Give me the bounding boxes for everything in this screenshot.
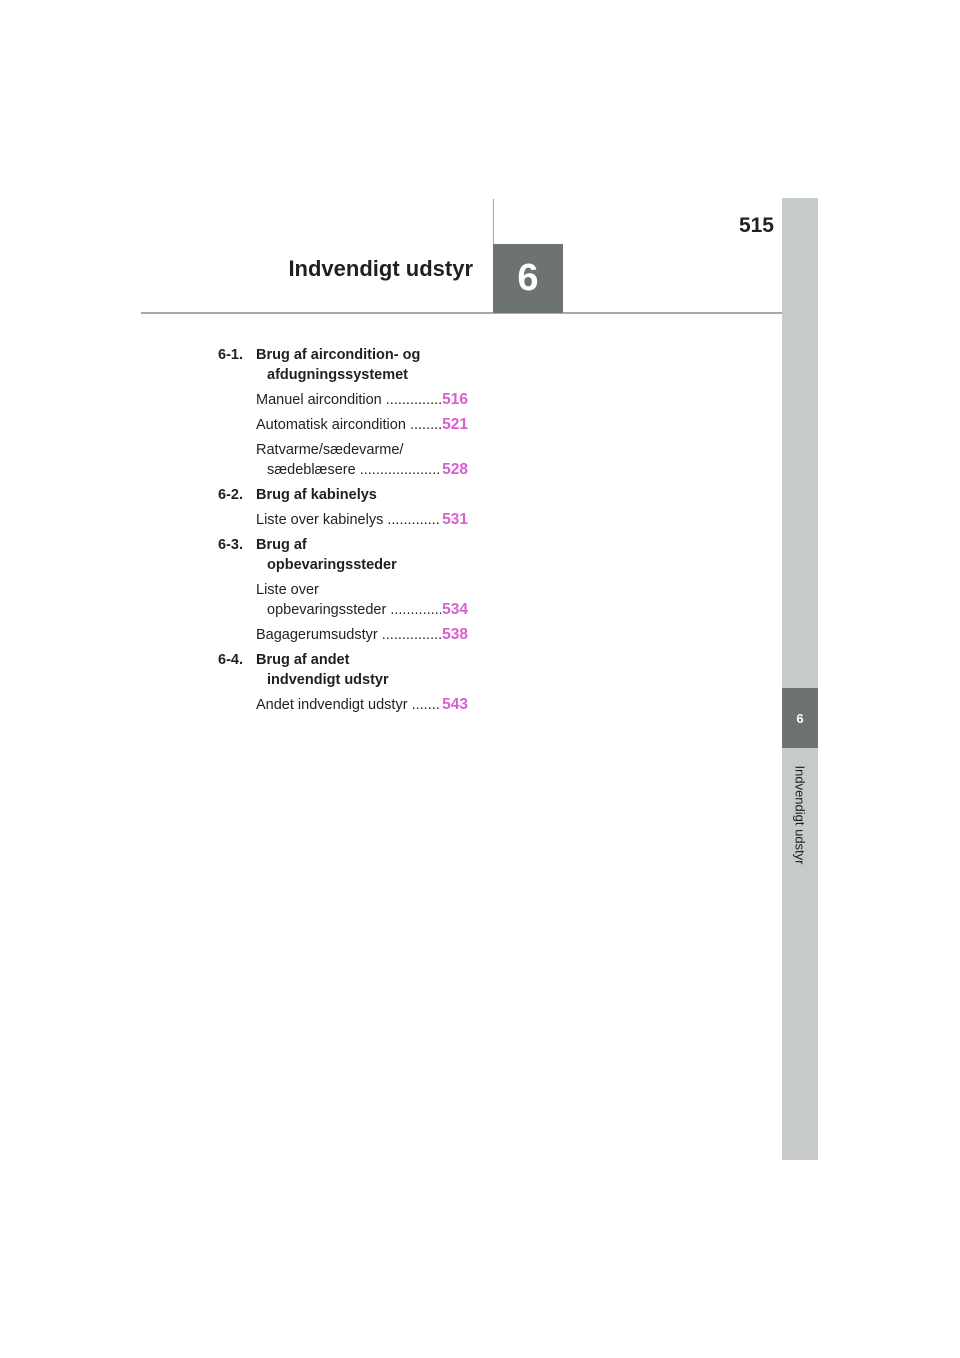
toc-entry-link[interactable]	[256, 440, 468, 480]
toc-section-heading[interactable]	[218, 650, 468, 690]
entry-title: Ratvarme/sædevarme/	[256, 442, 404, 458]
section-title: Brug af andet indvendigt udstyr	[256, 652, 389, 688]
entry-page-link[interactable]: 516	[442, 391, 468, 408]
entry-page-link[interactable]: 531	[442, 511, 468, 528]
toc-entry-link[interactable]	[256, 510, 468, 530]
toc-section-heading[interactable]	[218, 535, 468, 575]
section-number: 6-2.	[218, 487, 243, 503]
side-tab-number: 6	[796, 710, 804, 726]
section-number: 6-4.	[218, 652, 243, 668]
entry-page-link[interactable]: 528	[442, 461, 468, 478]
side-tab-active[interactable]	[782, 688, 818, 748]
section-title: Brug af kabinelys	[256, 487, 377, 503]
entry-page-link[interactable]: 521	[442, 416, 468, 433]
toc-entry-link[interactable]	[256, 625, 468, 645]
chapter-number: 6	[517, 257, 539, 299]
toc-entry-link[interactable]	[256, 415, 468, 435]
entry-title: Manuel aircondition .....	[256, 392, 441, 408]
entry-page-link[interactable]: 538	[442, 626, 468, 643]
toc-entry-link[interactable]	[256, 390, 468, 410]
header-divider-vertical	[493, 199, 494, 245]
toc-entry-link[interactable]	[256, 580, 468, 620]
entry-page-link[interactable]: 534	[442, 601, 468, 618]
side-tab-label: Indvendigt udstyr	[792, 765, 808, 865]
chapter-title: Indvendigt udstyr	[288, 256, 473, 281]
section-number: 6-1.	[218, 347, 243, 363]
entry-title: Andet indvendigt udstyr .....	[256, 697, 441, 713]
entry-title-line2: opbevaringssteder .....	[267, 602, 441, 618]
entry-title: Bagagerumsudstyr .....	[256, 627, 441, 643]
section-number: 6-3.	[218, 537, 243, 553]
toc-entry-link[interactable]	[256, 695, 468, 715]
header-divider-horizontal	[141, 312, 782, 314]
entry-title: Automatisk aircondition .....	[256, 417, 441, 433]
entry-title: Liste over kabinelys .....	[256, 512, 441, 528]
entry-page-link[interactable]: 543	[442, 696, 468, 713]
entry-title: Liste over	[256, 582, 319, 598]
section-title: Brug af aircondition- og afdugningssystemet	[256, 347, 421, 383]
entry-title-line2: sædeblæsere .....	[267, 462, 441, 478]
toc-section-heading[interactable]	[218, 485, 468, 505]
toc-section-heading[interactable]	[218, 345, 468, 385]
table-of-contents	[218, 345, 468, 720]
section-title: Brug af opbevaringssteder	[256, 537, 397, 573]
page-number: 515	[738, 214, 774, 237]
chapter-number-box	[493, 244, 563, 313]
side-tab-strip	[782, 198, 818, 1160]
